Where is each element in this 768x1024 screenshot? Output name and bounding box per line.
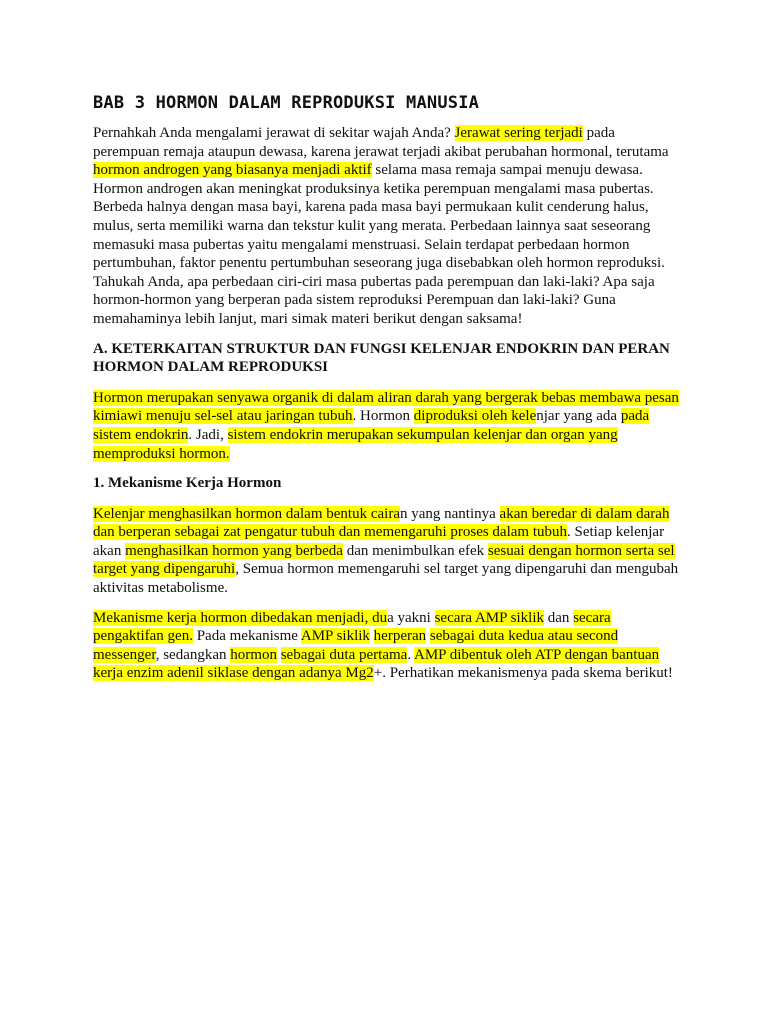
intro-paragraph — [93, 124, 683, 329]
text-segment: selama masa remaja sampai menuju dewasa. Hormon androgen akan meningkat produksinya ketika perempuan mengalami masa pubertas. Berbeda halnya dengan masa bayi, karena pada masa bayi permukaan kulit cenderung halus, mulus, serta memiliki warna dan tekstur kulit yang merata. Perbedaan lainnya saat seseorang memasuki masa pubertas yaitu mengalami menstruasi. Selain terdapat perbedaan hormon pertumbuhan, faktor penentu pertumbuhan seseorang juga disebabkan oleh hormon reproduksi. Tahukah Anda, apa perbedaan ciri-ciri masa pubertas pada perempuan dan laki-laki? Apa saja hormon-hormon yang berperan pada sistem reproduksi Perempuan dan laki-laki? Guna memahaminya lebih lanjut, mari simak materi berikut dengan saksama! — [93, 162, 665, 327]
highlighted-text: AMP dibentuk oleh ATP dengan bantuan kerja enzim adenil siklase dengan adanya Mg2 — [93, 646, 660, 682]
section-a-paragraph — [93, 389, 683, 463]
subsection-1-paragraph-2 — [93, 609, 683, 683]
text-segment: pada perempuan remaja ataupun dewasa, karena jerawat terjadi akibat perubahan hormonal, terutama — [93, 125, 669, 160]
highlighted-text: sistem endokrin merupakan sekumpulan kelenjar dan organ yang memproduksi hormon. — [93, 426, 618, 462]
section-a-heading: A. KETERKAITAN STRUKTUR DAN FUNGSI KELENJAR ENDOKRIN DAN PERAN HORMON DALAM REPRODUKSI — [93, 340, 670, 376]
subsection-1-paragraph-1 — [93, 505, 683, 598]
highlighted-text: Kelenjar menghasilkan hormon dalam bentuk caira — [93, 505, 400, 522]
highlighted-text: AMP siklik — [300, 628, 370, 645]
highlighted-text: hormon androgen yang biasanya menjadi aktif — [93, 162, 372, 179]
text-segment: . Setiap kelenjar akan — [93, 524, 665, 559]
subsection-1-heading: 1. Mekanisme Kerja Hormon — [93, 475, 282, 492]
highlighted-text: sesuai dengan hormon serta sel target yang dipengaruhi — [93, 542, 675, 578]
document-page — [93, 92, 683, 694]
text-segment: njar yang ada — [536, 408, 621, 425]
text-segment: . Hormon — [352, 408, 414, 425]
highlighted-text: herperan — [373, 628, 427, 645]
text-segment: dan — [544, 609, 574, 626]
highlighted-text: secara pengaktifan gen. — [93, 609, 611, 645]
text-segment: dan menimbulkan efek — [342, 542, 488, 559]
highlighted-text: Jerawat sering terjadi — [454, 125, 583, 141]
text-segment: n yang nantinya — [399, 505, 500, 522]
text-segment: , Semua hormon memengaruhi sel target yang dipengaruhi dan mengubah aktivitas metabolisme. — [93, 561, 679, 597]
text-segment: Pada mekanisme — [192, 628, 301, 645]
highlighted-text: Hormon merupakan senyawa organik di dalam aliran darah yang bergerak bebas membawa pesan kimiawi menuju sel-sel atau jaringan tubuh — [93, 389, 679, 425]
highlighted-text: menghasilkan hormon yang berbeda — [125, 542, 343, 559]
highlighted-text: Mekanisme kerja hormon dibedakan menjadi, du — [93, 609, 388, 626]
highlighted-text: sebagai duta pertama — [280, 646, 408, 663]
text-segment: , sedangkan — [155, 646, 231, 663]
text-segment: . Jadi, — [188, 426, 228, 443]
text-segment: +. Perhatikan mekanismenya pada skema berikut! — [373, 665, 673, 682]
text-segment: Pernahkah Anda mengalami jerawat di sekitar wajah Anda? — [93, 125, 455, 141]
text-segment: . — [407, 646, 414, 663]
highlighted-text: akan beredar di dalam darah dan berperan sebagai zat pengatur tubuh dan memengaruhi proses dalam tubuh — [93, 505, 670, 541]
highlighted-text: diproduksi oleh kele — [413, 408, 537, 425]
page-title: BAB 3 HORMON DALAM REPRODUKSI MANUSIA — [93, 93, 480, 113]
highlighted-text: sebagai duta kedua atau second messenger — [93, 628, 619, 663]
highlighted-text: secara AMP siklik — [434, 609, 545, 626]
highlighted-text: pada sistem endokrin — [93, 408, 650, 443]
highlighted-text: hormon — [230, 646, 277, 663]
text-segment: a yakni — [387, 609, 435, 626]
